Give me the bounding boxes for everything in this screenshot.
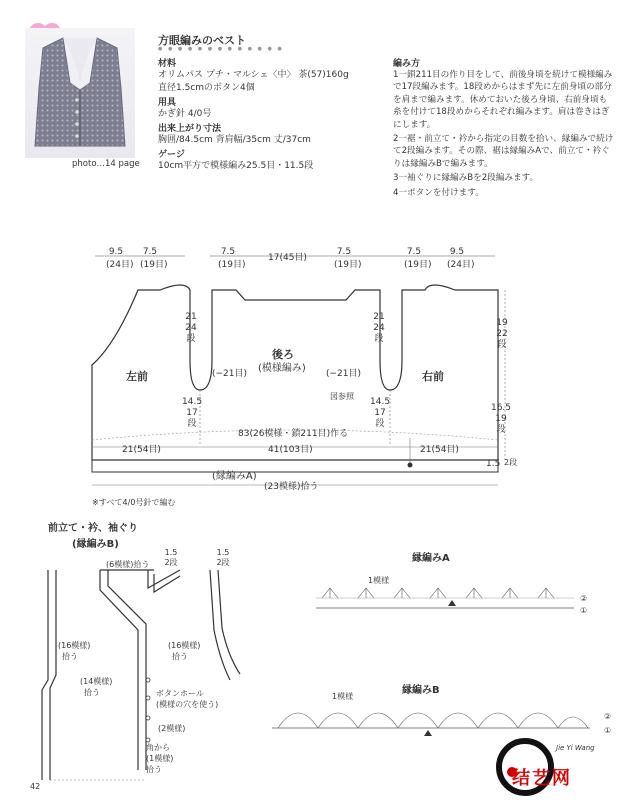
band-rows-left: 2段 (164, 558, 178, 567)
title-dots: ● ● ● ● ● ● ● ● ● ● ● ● ● (158, 46, 284, 52)
edging-a-chart (312, 584, 582, 620)
instructions-label: 編み方 (393, 59, 421, 69)
instruction-step-2: 2一裾・前立て・衿から指定の目数を拾い、縁編みで続けて2段編みます。その際、裾は縁編みAで、前立て・衿ぐりは縁編みBで編みます。 (393, 134, 614, 169)
edging-a-note: 1模様 (368, 576, 390, 585)
button-hole-note: (模様の穴を使う) (156, 700, 219, 709)
edging-b-note: 1模様 (332, 692, 354, 701)
right-upper-rows: 22 (496, 329, 508, 339)
edging-b-row1: ① (604, 726, 612, 735)
mid-right-height: 14.5 (370, 397, 391, 407)
pick-14: (14模様) (80, 677, 113, 686)
mid-right-unit: 段 (375, 419, 385, 429)
mid-left-height: 14.5 (182, 397, 203, 407)
pick-16-left-sub: 拾う (62, 652, 78, 661)
pick-16-right-sub: 拾う (172, 652, 188, 661)
lower-title: 前立て・衿、袖ぐり (48, 523, 138, 534)
dim-top-1: 9.5 (108, 247, 124, 257)
lower-subtitle: (縁編みB) (72, 539, 119, 550)
right-front-label: 右前 (422, 370, 444, 383)
vest-photo (25, 28, 135, 158)
dim-top-6: 7.5 (406, 247, 422, 257)
right-upper-height: 19 (496, 318, 508, 328)
right-lower-rows: 19 (495, 414, 507, 424)
decrease-right: (−21目) (326, 369, 362, 379)
corner-pattern: (1模様) (146, 754, 174, 763)
right-lower-unit: 段 (496, 425, 506, 435)
dim-top-2: 7.5 (142, 247, 158, 257)
mid-right-rows: 17 (374, 408, 386, 418)
front-band-diagram (30, 560, 250, 800)
corner-pickup: 拾う (146, 765, 162, 774)
needle-note: ※すべて4/0号針で編む (92, 498, 176, 507)
armhole-left-unit: 段 (186, 334, 196, 344)
dim-top-7-sub: (24目) (447, 260, 475, 270)
two-pattern: (2模様) (158, 724, 186, 733)
dim-top-4: 17(45目) (268, 253, 307, 263)
bottom-right-dim: 21(54目) (420, 445, 459, 455)
pattern-title: 方眼編みのベスト (158, 34, 246, 47)
right-upper-unit: 段 (497, 340, 507, 350)
dim-top-5: 7.5 (336, 247, 352, 257)
band-width-right: 1.5 (216, 548, 230, 557)
armhole-right-unit: 段 (374, 334, 384, 344)
body-schematic (0, 240, 629, 510)
mid-left-rows: 17 (186, 408, 198, 418)
dim-top-2-sub: (19目) (140, 260, 168, 270)
gauge-label: ゲージ (158, 150, 185, 160)
materials-line-2: 直径1.5cmのボタン4個 (158, 83, 255, 93)
tools-label: 用具 (158, 98, 177, 108)
edge-label: (縁編みA) (212, 471, 257, 482)
gauge-line-1: 10cm平方で模様編み25.5目・11.5段 (158, 161, 314, 171)
materials-line-1: オリムパス プチ・マルシェ〈中〉 茶(57)160g (158, 70, 349, 80)
page-number: 42 (30, 782, 41, 791)
button-hole-label: ボタンホール (156, 689, 204, 698)
pick-16-right: (16模様) (168, 641, 201, 650)
edge-height: 1.5 (486, 459, 501, 469)
instruction-step-4: 4一ボタンを付けます。 (393, 187, 484, 198)
corner-label: 角から (146, 743, 170, 752)
armhole-left-height: 21 (185, 312, 197, 322)
dim-top-5-sub: (19目) (334, 260, 362, 270)
mid-left-unit: 段 (187, 419, 197, 429)
armhole-left-rows: 24 (185, 323, 197, 333)
edging-b-row2: ② (604, 712, 612, 721)
brand-name: 结艺网 (512, 768, 572, 789)
edge-rows: 2段 (504, 458, 518, 467)
chain-note: 83(26模様・鎖211目)作る (238, 429, 349, 439)
back-label: 後ろ (272, 348, 294, 361)
pickup-note: (23模様)拾う (264, 482, 319, 492)
left-front-label: 左前 (126, 370, 148, 383)
pick-six: (6模様)拾う (106, 560, 150, 569)
armhole-right-height: 21 (373, 312, 385, 322)
edging-a-row2: ② (580, 594, 588, 603)
bottom-mid-dim: 41(103目) (268, 445, 313, 455)
tools-line-1: かぎ針 4/0号 (158, 109, 212, 119)
see-figure-note: 図参照 (330, 392, 354, 401)
dim-top-6-sub: (19目) (404, 260, 432, 270)
bottom-left-dim: 21(54目) (122, 445, 161, 455)
size-label: 出来上がり寸法 (158, 124, 222, 134)
band-rows-right: 2段 (216, 558, 230, 567)
armhole-right-rows: 24 (373, 323, 385, 333)
materials-label: 材料 (158, 59, 177, 69)
decrease-left: (−21目) (212, 369, 248, 379)
edging-a-title: 縁編みA (412, 553, 450, 564)
back-sub-label: (模様編み) (258, 363, 306, 374)
pick-16-left: (16模様) (58, 641, 91, 650)
size-line-1: 胸囲/84.5cm 背肩幅/35cm 丈/37cm (158, 135, 311, 145)
dim-top-7: 9.5 (449, 247, 465, 257)
pick-14-sub: 拾う (84, 688, 100, 697)
instruction-step-1: 1一鎖211目の作り目をして、前後身頃を続けて模様編みで17段編みます。18段めからはまず先に左前身頃の部分を肩まで編みます。休めておいた後ろ身頃、右前身頃も糸を付けて18段めからそれぞれ編みます。肩は巻きはぎにします。 (393, 70, 613, 130)
photo-caption: photo…14 page (72, 159, 140, 169)
dim-top-3-sub: (19目) (218, 260, 246, 270)
edging-a-row1: ① (580, 606, 588, 615)
instruction-step-3: 3一袖ぐりに縁編みBを2段編みます。 (393, 173, 539, 184)
dim-top-1-sub: (24目) (106, 260, 134, 270)
band-width-left: 1.5 (164, 548, 178, 557)
dim-top-3: 7.5 (220, 247, 236, 257)
brand-script: Jie Yi Wang (556, 744, 595, 752)
edging-b-title: 縁編みB (402, 685, 440, 696)
right-lower-height: 16.5 (490, 403, 512, 413)
